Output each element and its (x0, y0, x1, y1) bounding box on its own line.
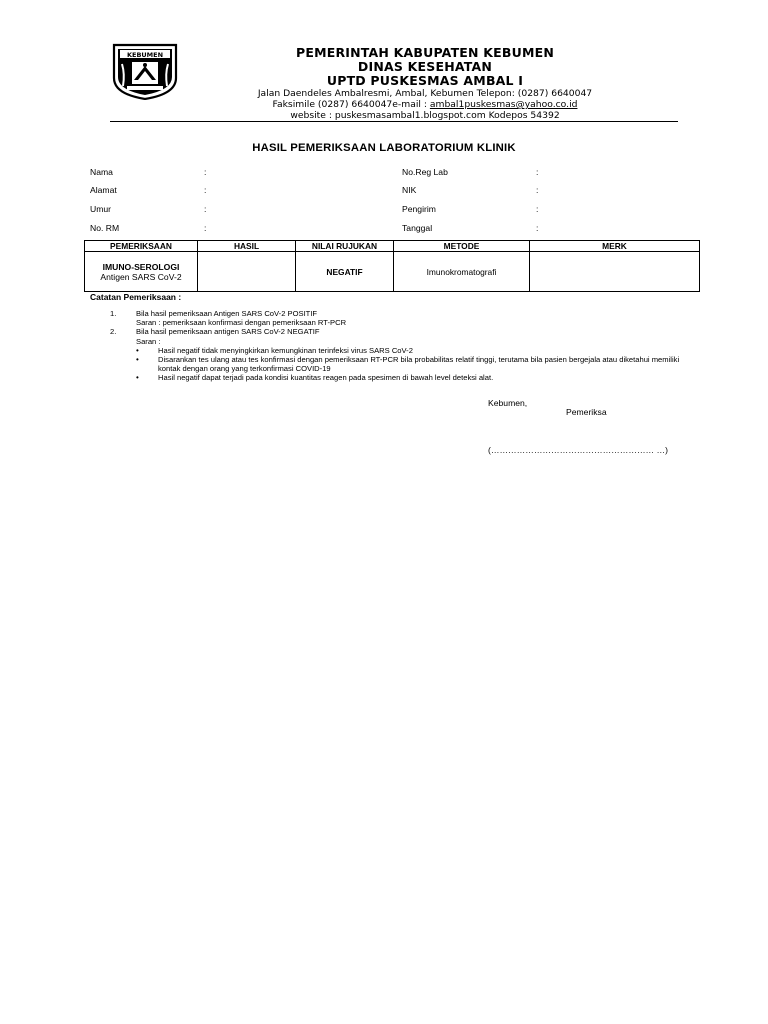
letterhead-line-2: DINAS KESEHATAN (357, 59, 493, 74)
field-label-umur: Umur (90, 204, 112, 214)
note-advice: Saran : (136, 336, 161, 346)
logo-text: KEBUMEN (126, 51, 164, 59)
notes (110, 309, 680, 383)
note-number: 2. (110, 327, 117, 337)
table-header: HASIL (198, 241, 296, 252)
letterhead-line-1: PEMERINTAH KABUPATEN KEBUMEN (295, 45, 555, 60)
table-header-row (85, 241, 700, 252)
notes-title: Catatan Pemeriksaan : (90, 292, 182, 302)
field-label-pengirim: Pengirim (402, 204, 436, 214)
field-colon: : (204, 167, 207, 177)
field-label-noreg: No.Reg Lab (402, 167, 448, 177)
bullet-icon: • (136, 355, 139, 365)
note-item-2 (110, 327, 680, 382)
field-colon: : (204, 185, 207, 195)
result-table (84, 240, 700, 292)
table-header: MERK (530, 241, 700, 252)
signature-line: (………………………………………………… …) (488, 445, 668, 455)
letterhead-line-3: UPTD PUSKESMAS AMBAL I (326, 73, 524, 88)
email-link[interactable]: ambal1puskesmas@yahoo.co.id (429, 99, 578, 110)
note-text: Bila hasil pemeriksaan antigen SARS CoV-2 NEGATIF (136, 327, 320, 337)
bullet-icon: • (136, 373, 139, 383)
cell-merk (530, 252, 700, 292)
note-text: Bila hasil pemeriksaan Antigen SARS CoV-2 POSITIF (136, 309, 318, 318)
letterhead-divider (110, 121, 678, 122)
list-item (136, 346, 680, 355)
letterhead-website: website : puskesmasambal1.blogspot.com Kodepos 54392 (290, 110, 560, 121)
cell-hasil (198, 252, 296, 292)
list-item-text: Hasil negatif tidak menyingkirkan kemungkinan terinfeksi virus SARS CoV-2 (158, 345, 413, 355)
list-item-text: Disarankan tes ulang atau tes konfirmasi dengan pemeriksaan RT-PCR bila probabilitas relatif tinggi, terutama bila pasien bergejala atau diketahui memiliki kontak dengan orang yang terkonfirmasi COVID-19 (158, 355, 680, 374)
table-row (85, 252, 700, 292)
field-colon: : (536, 185, 539, 195)
letterhead-fax: Faksimile (0287) 6640047e-mail : (272, 99, 430, 110)
bullet-icon: • (136, 345, 139, 355)
note-item-1 (110, 309, 680, 327)
field-label-tanggal: Tanggal (402, 223, 433, 233)
field-colon: : (536, 223, 539, 233)
table-header: NILAI RUJUKAN (296, 241, 394, 252)
field-label-alamat: Alamat (90, 185, 117, 195)
field-colon: : (204, 204, 207, 214)
exam-sub: Antigen SARS CoV-2 (100, 271, 182, 282)
document-title: HASIL PEMERIKSAAN LABORATORIUM KLINIK (252, 142, 516, 154)
table-header: PEMERIKSAAN (85, 241, 198, 252)
list-item-text: Hasil negatif dapat terjadi pada kondisi kuantitas reagen pada spesimen di bawah level deteksi alat. (158, 373, 494, 383)
exam-name: IMUNO-SEROLOGI (102, 261, 180, 272)
cell-metode: Imunokromatografi (394, 252, 530, 292)
note-number: 1. (110, 309, 117, 318)
letterhead (200, 46, 650, 121)
field-colon: : (536, 204, 539, 214)
field-label-nama: Nama (90, 167, 113, 177)
letterhead-fax-email (200, 99, 650, 110)
signature-role: Pemeriksa (566, 407, 607, 417)
list-item (136, 373, 680, 382)
table-header: METODE (394, 241, 530, 252)
field-colon: : (536, 167, 539, 177)
field-label-nik: NIK (402, 185, 417, 195)
signature-place: Kebumen, (488, 398, 528, 408)
field-colon: : (204, 223, 207, 233)
list-item (136, 355, 680, 373)
cell-nilai-rujukan: NEGATIF (296, 252, 394, 292)
kebumen-logo (108, 42, 182, 100)
note-advice: Saran : pemeriksaan konfirmasi dengan pemeriksaan RT-PCR (136, 318, 347, 328)
advice-list (136, 346, 680, 383)
letterhead-address: Jalan Daendeles Ambalresmi, Ambal, Kebumen Telepon: (0287) 6640047 (257, 88, 593, 99)
field-label-norm: No. RM (90, 223, 120, 233)
cell-pemeriksaan (85, 252, 198, 292)
